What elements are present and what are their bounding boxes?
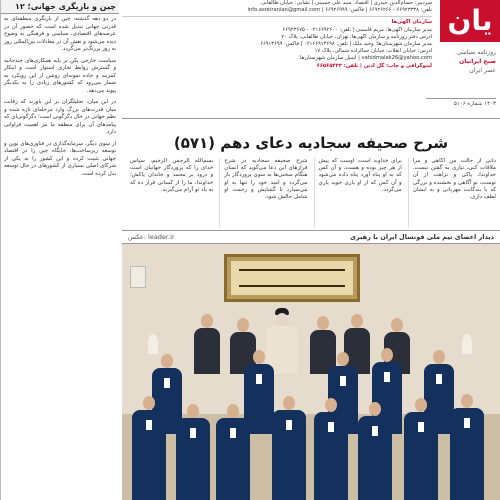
tagline-line: صبح ایرانیان xyxy=(459,58,496,65)
side-column xyxy=(0,0,119,500)
tagline-line: عصر ایران xyxy=(469,67,496,74)
article-body xyxy=(126,158,496,228)
player xyxy=(176,404,210,500)
masthead xyxy=(122,0,500,119)
wall-speaker xyxy=(130,266,146,288)
player xyxy=(132,396,166,500)
photo-credit: عکس: leader.ir xyxy=(128,233,175,241)
player xyxy=(272,396,306,500)
article-column: برای خداوند است، اوست که پیش از هر چیز بوده و هست، و آن کس که به او پناه آورد پناه داده می‌شود و آن کس که از او یاری جوید یاری می‌گردد. xyxy=(314,158,402,228)
staff-line: vahidmalek26@yahoo.com | ایمیل سازمان شهرستان‌ها xyxy=(300,55,432,62)
side-column-paragraph: از سوی دیگر، سرمایه‌گذاری در فناوری‌های نوین و توسعه زیرساخت‌ها، جایگاه چین را در اقتصاد جهانی تثبیت کرده و این کشور را به یکی از شرکای اصلی بسیاری از کشورهای در حال توسعه بدل کرده است. xyxy=(4,140,116,177)
newspaper-tagline xyxy=(436,48,496,75)
staff-line: آدرس: خیابان انقلاب، خیابان جمالزاده شمالی، پلاک ۱۷ xyxy=(314,48,432,55)
group-of-people xyxy=(132,304,490,500)
photo-caption-bar xyxy=(122,230,500,244)
staff-line: مدیر سازمان شهرستان‌ها: وحید ملک | تلفن: ۰۲۱۶۶۹۱۳۶۹۸ | فاکس: ۶۶۹۱۳۶۹۹ xyxy=(260,41,432,48)
player xyxy=(314,398,348,500)
newspaper-logo: یان xyxy=(440,0,500,42)
staff-section-title: سازمان آگهی‌ها xyxy=(391,19,432,26)
staff-line: تلفن: ۶۶۹۲۳۳۳۸ - ۶۶۹۲۶۲۶۶ | فاکس: ۶۶۹۲۶۹۹۹ | info.asreiranian@gmail.com xyxy=(247,7,432,14)
calligraphy-frame xyxy=(224,254,360,302)
staff-line: لیتوگرافی و چاپ: گل آذین | تلفن: ۶۶۵۶۵۴۳۳ xyxy=(316,62,432,69)
staff-box xyxy=(122,0,432,110)
divider xyxy=(122,16,432,17)
staff-line: مدیر سازمان آگهی‌ها: مریم قاسمی | تلفن: ۰۲۱۶۶۹۲۶۰۰ - ۶۶۹۲۳۶۷۵ xyxy=(282,26,432,33)
article xyxy=(122,120,500,230)
player xyxy=(358,402,392,500)
news-photo xyxy=(122,244,500,500)
side-column-heading: چین و بازیگری جهانی؛ ۱۲ xyxy=(1,0,119,14)
article-column: شرح صحیفه سجادیه در شرح فرازهای این دعا می‌گوید که انسان هنگام سختی‌ها به سوی پروردگار باز می‌گردد و امید خود را تنها به او می‌سپارد تا گشایش و رحمت او شامل حالش شود. xyxy=(219,158,307,228)
article-column: بسم‌الله الرحمن الرحیم، سپاس خدای را که پروردگار جهانیان است و درود بر محمد و خاندان پاکش؛ خداوندا، ما را از کسانی قرار ده که به یاد تو آرام می‌گیرند. xyxy=(130,158,214,193)
photo-caption: دیدار اعضای تیم ملی فوتسال ایران با رهبری xyxy=(350,233,494,241)
staff-line: آدرس دفتر روزنامه و سازمان آگهی‌ها: تهران، خیابان طالقانی، پلاک ۷۰ xyxy=(281,33,432,40)
staff-line: سردبیر: حسام‌الدین حیدری | اقتصاد: سید علی حسینی | نشانی: خیابان طالقانی xyxy=(261,0,432,6)
side-column-paragraph: در این میان، تحلیلگران بر این باورند که رقابت میان قدرت‌های بزرگ وارد مرحله‌ای تازه شده و نظم جهانی در حال دگرگونی است؛ دگرگونی‌ای که پیامدهای آن برای منطقه ما نیز اهمیت فراوانی دارد. xyxy=(4,99,116,135)
player xyxy=(404,398,438,500)
player xyxy=(216,404,250,500)
issue-date: ۱۴۰۳ شماره ۵۱۰۶ xyxy=(426,98,496,107)
player xyxy=(450,394,484,500)
person xyxy=(194,314,220,374)
article-title: شرح صحیفه سجادیه دعای دهم (۵۷۱) xyxy=(173,134,449,152)
side-column-paragraph: در دو دهه گذشته، چین از بازیگری منطقه‌ای به قدرتی جهانی تبدیل شده است که حضور آن در عرصه‌های اقتصادی، سیاسی و فرهنگی به وضوح دیده می‌شود و نقش آن در معادلات بین‌المللی روز به روز پررنگ‌تر می‌گردد. xyxy=(4,16,116,52)
side-column-paragraph: سیاست خارجی پکن بر پایه همکاری‌های چندجانبه و گسترش روابط تجاری استوار است و ابتکار کمربند و جاده نمونه‌ای روشن از این رویکرد به شمار می‌رود که کشورهای زیادی را به یکدیگر پیوند می‌دهد. xyxy=(4,57,116,94)
article-column: دانی از حالت من آگاهی و مرا ملاقات کنی، نیازی به گفتن نیست. خداوندا، پاکی و نزاهت از آن توست، تو آگاهی و بخشنده و بزرگی که با بندگانت مهربانی و به ایشان لطف داری. xyxy=(408,158,496,228)
tagline-line: روزنامه سیاسی xyxy=(456,49,496,56)
